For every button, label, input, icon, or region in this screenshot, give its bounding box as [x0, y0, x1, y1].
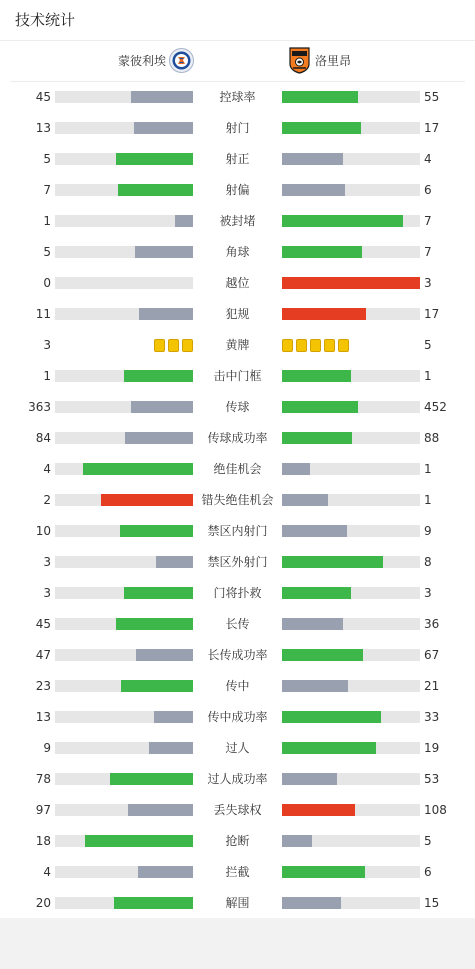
stat-row [0, 361, 475, 392]
stat-row [0, 82, 475, 113]
home-stat-bar-track [55, 835, 193, 847]
away-yellow-cards [282, 339, 349, 352]
stat-label: 传球成功率 [207, 431, 268, 445]
lorient-crest-icon [289, 47, 310, 74]
home-stat-value: 10 [35, 524, 51, 538]
away-stat-bar-track [282, 401, 420, 413]
home-stat-bar [149, 742, 193, 754]
stat-label: 犯规 [225, 307, 250, 321]
away-stat-bar-track [282, 866, 420, 878]
home-stat-value: 45 [35, 90, 51, 104]
away-stat-bar [282, 215, 403, 227]
home-stat-bar [116, 618, 193, 630]
home-stat-value: 13 [35, 710, 51, 724]
away-stat-bar [282, 370, 351, 382]
home-stat-bar-track [55, 525, 193, 537]
away-stat-bar-track [282, 773, 420, 785]
away-stat-bar [282, 184, 345, 196]
stat-label: 过人成功率 [207, 772, 268, 786]
home-stat-value: 2 [43, 493, 51, 507]
away-stat-bar-track [282, 556, 420, 568]
away-stat-bar-track [282, 153, 420, 165]
yellow-card-icon [154, 339, 165, 352]
home-stat-value: 45 [35, 617, 51, 631]
away-stat-bar [282, 866, 365, 878]
away-stat-bar [282, 246, 362, 258]
stat-label: 越位 [225, 276, 250, 290]
away-stat-bar-track [282, 370, 420, 382]
home-stat-bar-track [55, 804, 193, 816]
home-stat-bar-track [55, 463, 193, 475]
away-stat-bar [282, 835, 312, 847]
away-stat-value: 5 [424, 338, 432, 352]
home-stat-value: 4 [43, 865, 51, 879]
away-team-name: 洛里昂 [315, 54, 352, 68]
stat-label: 抢断 [225, 834, 250, 848]
away-stat-value: 8 [424, 555, 432, 569]
home-team-name: 蒙彼利埃 [117, 54, 166, 68]
yellow-card-icon [324, 339, 335, 352]
home-stat-bar [138, 866, 193, 878]
away-stat-bar-track [282, 525, 420, 537]
stat-label: 长传 [225, 617, 250, 631]
away-stat-bar [282, 525, 347, 537]
home-stat-bar [116, 153, 193, 165]
home-stat-bar [135, 246, 193, 258]
away-stat-bar [282, 308, 366, 320]
stat-label: 错失绝佳机会 [201, 493, 274, 507]
stat-row [0, 671, 475, 702]
stat-row [0, 454, 475, 485]
away-stat-bar [282, 680, 348, 692]
stat-label: 黄牌 [225, 338, 250, 352]
away-stat-bar-track [282, 711, 420, 723]
stat-row [0, 392, 475, 423]
away-stat-bar [282, 649, 363, 661]
home-stat-value: 3 [43, 338, 51, 352]
home-stat-value: 13 [35, 121, 51, 135]
home-stat-value: 11 [35, 307, 51, 321]
away-stat-bar [282, 804, 355, 816]
home-stat-bar [128, 804, 193, 816]
stat-row [0, 144, 475, 175]
stat-label: 射门 [225, 121, 250, 135]
home-stat-value: 84 [35, 431, 51, 445]
stat-row [0, 764, 475, 795]
away-stat-bar-track [282, 184, 420, 196]
home-stat-bar-track [55, 680, 193, 692]
away-stat-bar-track [282, 308, 420, 320]
away-stat-bar-track [282, 618, 420, 630]
stat-label: 传中成功率 [207, 710, 268, 724]
stat-label: 控球率 [219, 90, 256, 104]
yellow-card-icon [310, 339, 321, 352]
stat-row [0, 423, 475, 454]
home-stat-value: 1 [43, 214, 51, 228]
home-stat-bar-track [55, 742, 193, 754]
away-stat-bar [282, 618, 343, 630]
away-stat-value: 9 [424, 524, 432, 538]
home-stat-value: 4 [43, 462, 51, 476]
away-stat-value: 3 [424, 276, 432, 290]
home-stat-bar [85, 835, 193, 847]
teams-header [0, 41, 475, 81]
away-stat-bar [282, 122, 361, 134]
away-stat-value: 36 [424, 617, 440, 631]
away-stat-bar [282, 773, 337, 785]
home-stat-value: 97 [35, 803, 51, 817]
away-stat-value: 21 [424, 679, 440, 693]
home-stat-bar [125, 432, 193, 444]
home-stat-value: 1 [43, 369, 51, 383]
home-yellow-cards [154, 339, 193, 352]
home-stat-bar [175, 215, 193, 227]
home-stat-value: 5 [43, 245, 51, 259]
stat-label: 禁区内射门 [207, 524, 268, 538]
home-stat-bar-track [55, 370, 193, 382]
home-stat-bar-track [55, 153, 193, 165]
away-stat-bar-track [282, 122, 420, 134]
yellow-card-icon [182, 339, 193, 352]
home-stat-bar-track [55, 277, 193, 289]
away-stat-bar-track [282, 432, 420, 444]
yellow-card-icon [338, 339, 349, 352]
away-stat-value: 53 [424, 772, 440, 786]
stat-label: 击中门框 [213, 369, 262, 383]
away-stat-value: 1 [424, 369, 432, 383]
away-stat-bar [282, 742, 376, 754]
home-stat-bar [131, 401, 193, 413]
away-stat-bar [282, 401, 358, 413]
away-stat-value: 19 [424, 741, 440, 755]
home-stat-bar [110, 773, 193, 785]
home-stat-bar [101, 494, 193, 506]
stat-label: 绝佳机会 [213, 462, 262, 476]
yellow-card-icon [168, 339, 179, 352]
away-stat-bar-track [282, 246, 420, 258]
away-stat-bar-track [282, 680, 420, 692]
stat-label: 丢失球权 [213, 803, 262, 817]
home-stat-value: 20 [35, 896, 51, 910]
stat-label: 射偏 [225, 183, 250, 197]
away-stat-value: 3 [424, 586, 432, 600]
home-stat-value: 7 [43, 183, 51, 197]
away-stat-bar-track [282, 215, 420, 227]
home-stat-bar [124, 370, 193, 382]
home-stat-bar [114, 897, 193, 909]
stat-label: 拦截 [225, 865, 250, 879]
away-stat-value: 108 [424, 803, 447, 817]
home-stat-bar [134, 122, 193, 134]
home-stat-bar-track [55, 556, 193, 568]
home-stat-bar [154, 711, 193, 723]
home-stat-value: 78 [35, 772, 51, 786]
away-stat-value: 7 [424, 245, 432, 259]
away-stat-value: 15 [424, 896, 440, 910]
home-stat-bar-track [55, 91, 193, 103]
away-stat-bar-track [282, 494, 420, 506]
stat-row [0, 330, 475, 361]
stat-row [0, 733, 475, 764]
home-stat-bar [131, 91, 193, 103]
stat-label: 传球 [225, 400, 250, 414]
stat-row [0, 826, 475, 857]
away-stat-bar [282, 897, 341, 909]
home-stat-bar [136, 649, 193, 661]
home-stat-value: 47 [35, 648, 51, 662]
home-stat-bar [156, 556, 193, 568]
home-stat-value: 18 [35, 834, 51, 848]
away-stat-bar [282, 587, 351, 599]
home-stat-value: 23 [35, 679, 51, 693]
stat-row [0, 516, 475, 547]
home-stat-bar [139, 308, 193, 320]
stat-row [0, 299, 475, 330]
away-stat-bar-track [282, 649, 420, 661]
stat-row [0, 206, 475, 237]
home-stat-value: 9 [43, 741, 51, 755]
stat-row [0, 578, 475, 609]
yellow-card-icon [296, 339, 307, 352]
home-stat-bar-track [55, 308, 193, 320]
away-stat-value: 6 [424, 865, 432, 879]
home-stat-value: 363 [28, 400, 51, 414]
away-stat-bar [282, 556, 383, 568]
away-stat-bar-track [282, 463, 420, 475]
stat-label: 传中 [225, 679, 250, 693]
away-stat-value: 452 [424, 400, 447, 414]
home-stat-bar-track [55, 432, 193, 444]
home-stat-bar-track [55, 618, 193, 630]
home-stat-bar-track [55, 494, 193, 506]
away-stat-bar-track [282, 897, 420, 909]
stat-label: 门将扑救 [213, 586, 262, 600]
yellow-card-icon [282, 339, 293, 352]
stat-label: 禁区外射门 [207, 555, 268, 569]
home-stat-bar-track [55, 184, 193, 196]
page-title: 技术统计 [15, 11, 76, 29]
stat-row [0, 175, 475, 206]
home-stat-bar-track [55, 587, 193, 599]
montpellier-crest-icon [169, 48, 194, 73]
away-stat-value: 33 [424, 710, 440, 724]
home-stat-bar-track [55, 215, 193, 227]
stat-row [0, 268, 475, 299]
home-stat-bar [121, 680, 193, 692]
home-stat-value: 3 [43, 586, 51, 600]
away-stat-bar [282, 277, 420, 289]
stat-row [0, 888, 475, 919]
stat-row [0, 547, 475, 578]
away-stat-bar-track [282, 804, 420, 816]
away-stat-bar-track [282, 587, 420, 599]
home-stat-bar-track [55, 649, 193, 661]
away-stat-value: 88 [424, 431, 440, 445]
home-stat-bar-track [55, 246, 193, 258]
away-stat-bar [282, 91, 358, 103]
away-stat-value: 67 [424, 648, 440, 662]
away-stat-bar [282, 463, 310, 475]
away-stat-bar [282, 432, 352, 444]
home-stat-bar-track [55, 773, 193, 785]
home-stat-value: 0 [43, 276, 51, 290]
away-stat-bar [282, 494, 328, 506]
home-stat-bar-track [55, 401, 193, 413]
home-stat-bar-track [55, 897, 193, 909]
away-stat-value: 55 [424, 90, 440, 104]
stat-label: 角球 [225, 245, 250, 259]
stat-row [0, 485, 475, 516]
stat-label: 过人 [225, 741, 250, 755]
away-stat-bar-track [282, 742, 420, 754]
stat-row [0, 113, 475, 144]
home-stat-bar-track [55, 866, 193, 878]
away-stat-bar [282, 153, 343, 165]
away-stat-value: 5 [424, 834, 432, 848]
home-stat-bar [118, 184, 193, 196]
stat-label: 射正 [225, 152, 250, 166]
stat-row [0, 857, 475, 888]
away-stat-value: 7 [424, 214, 432, 228]
away-stat-value: 4 [424, 152, 432, 166]
away-stat-value: 17 [424, 307, 440, 321]
stat-row [0, 609, 475, 640]
away-stat-value: 17 [424, 121, 440, 135]
away-stat-value: 6 [424, 183, 432, 197]
away-stat-bar-track [282, 835, 420, 847]
stat-label: 长传成功率 [207, 648, 268, 662]
away-stat-bar-track [282, 91, 420, 103]
stat-row [0, 640, 475, 671]
home-stat-value: 5 [43, 152, 51, 166]
stat-label: 被封堵 [219, 214, 256, 228]
stat-row [0, 795, 475, 826]
stat-label: 解围 [225, 896, 250, 910]
home-stat-value: 3 [43, 555, 51, 569]
home-stat-bar-track [55, 711, 193, 723]
away-stat-value: 1 [424, 462, 432, 476]
home-stat-bar [83, 463, 193, 475]
away-stat-value: 1 [424, 493, 432, 507]
away-stat-bar-track [282, 277, 420, 289]
home-stat-bar [124, 587, 193, 599]
away-stat-bar [282, 711, 381, 723]
stat-row [0, 702, 475, 733]
stat-row [0, 237, 475, 268]
home-stat-bar-track [55, 122, 193, 134]
home-stat-bar [120, 525, 193, 537]
